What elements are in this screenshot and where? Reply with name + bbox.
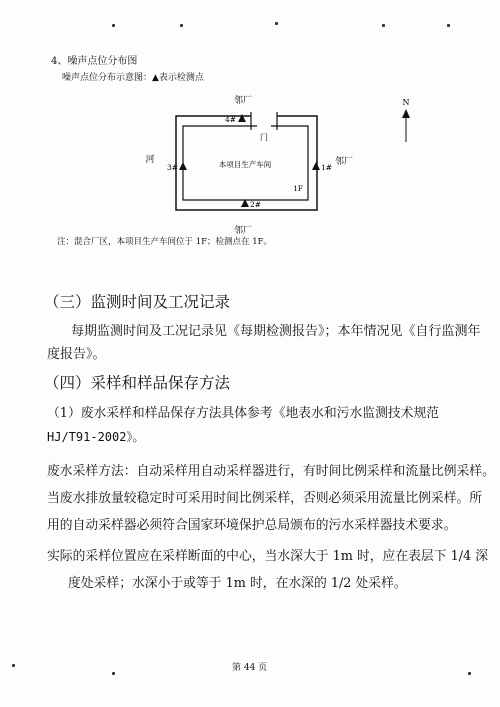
paragraph-line: 废水采样方法：自动采样用自动采样器进行，有时间比例采样和流量比例采样。 bbox=[47, 464, 495, 479]
scan-speck bbox=[112, 672, 115, 675]
compass-label: N bbox=[402, 98, 410, 107]
noise-point-diagram bbox=[130, 90, 430, 240]
paragraph-line: 当废水排放量较稳定时可采用时间比例采样，否则必须采用流量比例采样。所 bbox=[47, 491, 483, 506]
floor-label: 1F bbox=[293, 184, 303, 193]
monitoring-point-icon bbox=[238, 114, 246, 122]
monitoring-point-icon bbox=[179, 162, 187, 170]
scan-speck bbox=[180, 24, 183, 27]
scan-speck bbox=[468, 672, 471, 675]
east-neighbor-label: 邻厂 bbox=[334, 157, 354, 167]
point-id-2: 2# bbox=[250, 200, 262, 209]
scan-speck bbox=[382, 24, 385, 27]
paragraph-line: 实际的采样位置应在采样断面的中心，当水深大于 1m 时，应在表层下 1/4 深 bbox=[47, 549, 489, 564]
paragraph-line: 度处采样；水深小于或等于 1m 时，在水深的 1/2 处采样。 bbox=[68, 576, 407, 591]
north-neighbor-label: 邻厂 bbox=[233, 96, 253, 106]
scan-speck bbox=[447, 24, 450, 27]
paragraph-line: 度报告》。 bbox=[47, 347, 106, 362]
page-number: 第 44 页 bbox=[232, 663, 268, 673]
gate-label: 门 bbox=[260, 133, 268, 142]
scan-speck bbox=[275, 22, 278, 25]
west-river-label: 河 bbox=[145, 155, 155, 165]
diagram-legend: 噪声点位分布示意图：▲表示检测点 bbox=[62, 73, 204, 83]
paragraph-line: （1）废水采样和样品保存方法具体参考《地表水和污水监测技术规范 bbox=[47, 406, 440, 421]
section-heading: 4、噪声点位分布图 bbox=[51, 56, 138, 67]
paragraph-line: 用的自动采样器必须符合国家环境保护总局颁布的污水采样器技术要求。 bbox=[47, 518, 457, 533]
north-arrow-icon bbox=[402, 109, 410, 118]
scan-speck bbox=[12, 664, 15, 667]
monitoring-point-icon bbox=[312, 162, 320, 170]
scan-speck bbox=[112, 24, 115, 27]
point-id-3: 3# bbox=[166, 163, 178, 172]
section-heading: （四）采样和样品保存方法 bbox=[44, 374, 231, 392]
south-neighbor-label: 邻厂 bbox=[233, 226, 253, 236]
building-label: 本项目生产车间 bbox=[218, 160, 272, 169]
point-id-4: 4# bbox=[224, 115, 236, 124]
point-id-1: 1# bbox=[321, 163, 333, 172]
paragraph-line: HJ/T91-2002》。 bbox=[47, 430, 145, 444]
section-heading: （三）监测时间及工况记录 bbox=[44, 293, 231, 311]
diagram-note: 注：混合厂区，本项目生产车间位于 1F；检测点在 1F。 bbox=[57, 237, 273, 247]
paragraph-line: 每期监测时间及工况记录见《每期检测报告》；本年情况见《自行监测年 bbox=[71, 324, 481, 339]
